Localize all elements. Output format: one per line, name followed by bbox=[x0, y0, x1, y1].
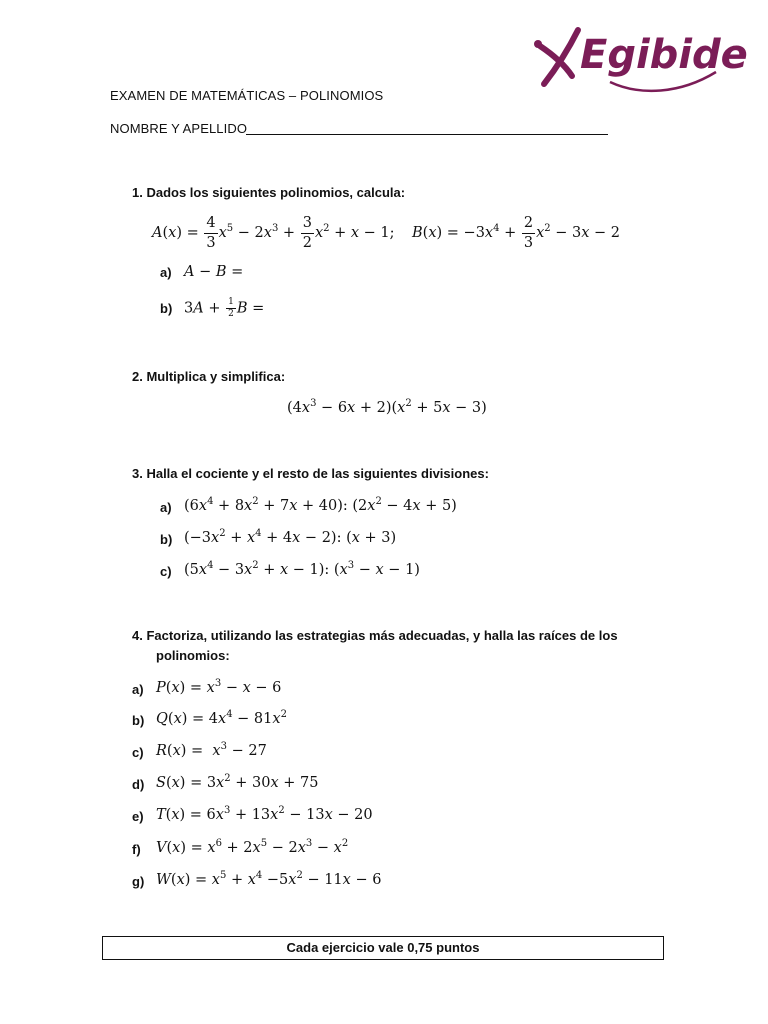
q1-title: 1. Dados los siguientes polinomios, calcula: bbox=[132, 185, 406, 200]
q4-item-f-label: f) bbox=[132, 842, 141, 857]
q4-item-e-label: e) bbox=[132, 809, 144, 824]
q1-item-b-label: b) bbox=[160, 301, 173, 316]
q4-item-e-expr: $T(x) = 6x^3 + 13x^2 - 13x - 20$ bbox=[156, 805, 373, 823]
q1-item-a-label: a) bbox=[160, 265, 172, 280]
name-field-label bbox=[110, 121, 247, 136]
q2-title: 2. Multiplica y simplifica: bbox=[132, 369, 286, 384]
name-line[interactable] bbox=[246, 134, 608, 135]
q3-item-c-expr: $(5x^4 - 3x^2 + x - 1)$: $(x^3 - x - 1)$ bbox=[184, 560, 420, 578]
q4-item-d-expr: $S(x) = 3x^2 + 30x + 75$ bbox=[156, 773, 319, 791]
q1-item-b-expr: 3A + $\frac{1}{2}$ B = bbox=[184, 297, 265, 319]
q3-item-b-label: b) bbox=[160, 532, 173, 547]
q4-item-b-label: b) bbox=[132, 713, 145, 728]
name-label: NOMBRE Y APELLIDO bbox=[110, 121, 248, 136]
q3-item-a-label: a) bbox=[160, 500, 172, 515]
q1-poly-b: $B(x) = -3x^4$ + $\frac{2}{3}$ $x^2 - 3x - 2$ bbox=[412, 215, 621, 251]
q4-item-g-expr: $W(x) = x^5 + x^4 -5x^2 - 11x - 6$ bbox=[156, 870, 382, 888]
scoring-note-box bbox=[102, 936, 664, 960]
q3-item-a-expr: $(6x^4 + 8x^2 + 7x + 40)$: $(2x^2 - 4x + 5)$ bbox=[184, 496, 457, 514]
q4-item-a-label: a) bbox=[132, 682, 144, 697]
q4-item-g-label: g) bbox=[132, 874, 145, 889]
q4-title-line2: polinomios: bbox=[156, 648, 230, 663]
q3-item-c-label: c) bbox=[160, 564, 172, 579]
q4-item-c-label: c) bbox=[132, 745, 144, 760]
q1-poly-a: A(x) = $\frac{4}{3}$ $x^5 - 2x^3$ + $\frac{3}{2}$ $x^2 + x - 1$; bbox=[152, 215, 395, 251]
scoring-note: Cada ejercicio vale 0,75 puntos bbox=[286, 940, 480, 955]
exam-title: EXAMEN DE MATEMÁTICAS – POLINOMIOS bbox=[110, 88, 384, 103]
q2-expression: $(4x^3 - 6x + 2)(x^2 + 5x - 3)$ bbox=[287, 398, 487, 416]
q4-item-b-expr: $Q(x) = 4x^4 - 81x^2$ bbox=[156, 709, 287, 727]
egibide-logo bbox=[530, 24, 748, 104]
q4-item-a-expr: $P(x) = x^3 - x - 6$ bbox=[156, 678, 282, 696]
q4-item-c-expr: $R(x) = x^3 - 27$ bbox=[156, 741, 267, 759]
q4-item-d-label: d) bbox=[132, 777, 145, 792]
q3-item-b-expr: $(-3x^2 + x^4 + 4x - 2)$: (x + 3) bbox=[184, 528, 397, 546]
q3-title: 3. Halla el cociente y el resto de las siguientes divisiones: bbox=[132, 466, 489, 481]
q4-item-f-expr: $V(x) = x^6 + 2x^5 - 2x^3 - x^2$ bbox=[156, 838, 349, 856]
q4-title-line1: 4. Factoriza, utilizando las estrategias más adecuadas, y halla las raíces de los bbox=[132, 628, 618, 643]
logo-text: Egibide bbox=[580, 32, 748, 78]
q1-item-a-expr: A − B = bbox=[184, 264, 244, 280]
